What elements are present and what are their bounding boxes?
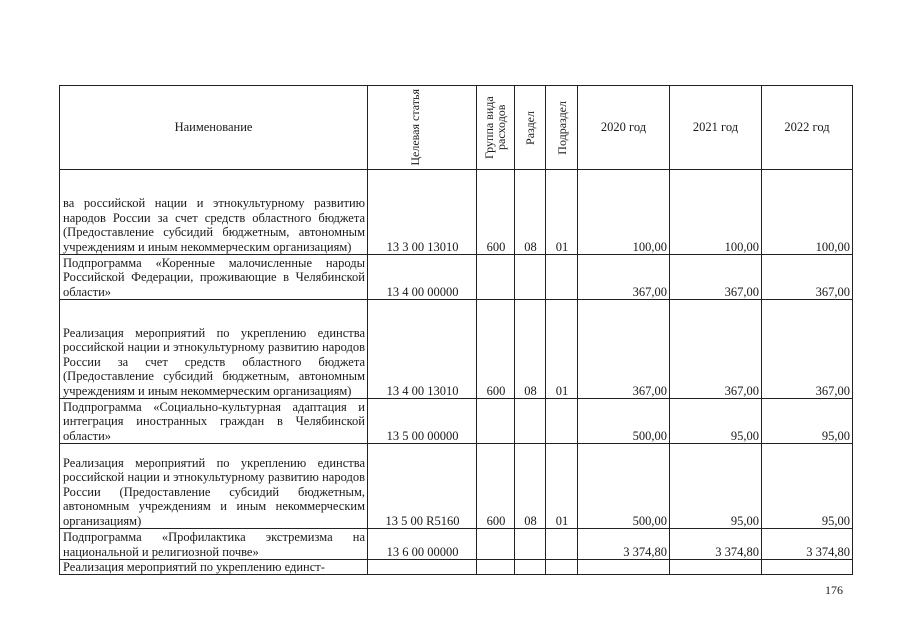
row-section bbox=[515, 560, 546, 575]
table-row bbox=[60, 399, 853, 444]
row-value-2021: 367,00 bbox=[670, 300, 762, 399]
table-row bbox=[60, 560, 853, 575]
row-value-2020: 100,00 bbox=[578, 170, 670, 255]
row-value-2021: 367,00 bbox=[670, 255, 762, 300]
col-header-2022: 2022 год bbox=[762, 86, 853, 170]
row-expense-group bbox=[477, 529, 515, 560]
row-value-2020: 367,00 bbox=[578, 255, 670, 300]
row-name: ва российской нации и этнокультурному развитию народов России за счет средств областного бюджета (Предоставление субсидий бюджетным, автономным учреждениям и иным некоммерческим организациям) bbox=[60, 170, 368, 255]
table-row bbox=[60, 529, 853, 560]
row-subsection bbox=[546, 399, 578, 444]
row-section: 08 bbox=[515, 444, 546, 529]
row-name: Подпрограмма «Социально-культурная адаптация и интеграция иностранных граждан в Челябинской области» bbox=[60, 399, 368, 444]
row-expense-group: 600 bbox=[477, 444, 515, 529]
row-value-2022: 95,00 bbox=[762, 444, 853, 529]
row-value-2022 bbox=[762, 560, 853, 575]
row-target-article: 13 5 00 00000 bbox=[368, 399, 477, 444]
row-expense-group bbox=[477, 560, 515, 575]
row-value-2020: 367,00 bbox=[578, 300, 670, 399]
row-subsection: 01 bbox=[546, 444, 578, 529]
col-header-target-article: Целевая статья bbox=[368, 86, 477, 170]
row-expense-group: 600 bbox=[477, 300, 515, 399]
col-header-2020: 2020 год bbox=[578, 86, 670, 170]
table-row bbox=[60, 300, 853, 399]
col-header-subsection: Подраздел bbox=[546, 86, 578, 170]
row-value-2022: 367,00 bbox=[762, 300, 853, 399]
row-value-2021: 100,00 bbox=[670, 170, 762, 255]
row-expense-group bbox=[477, 399, 515, 444]
table-row bbox=[60, 444, 853, 529]
row-target-article: 13 4 00 13010 bbox=[368, 300, 477, 399]
row-value-2020: 500,00 bbox=[578, 399, 670, 444]
row-name: Подпрограмма «Профилактика экстремизма на национальной и религиозной почве» bbox=[60, 529, 368, 560]
row-subsection: 01 bbox=[546, 170, 578, 255]
row-value-2021: 3 374,80 bbox=[670, 529, 762, 560]
row-value-2021: 95,00 bbox=[670, 399, 762, 444]
col-header-2021: 2021 год bbox=[670, 86, 762, 170]
row-subsection bbox=[546, 560, 578, 575]
row-subsection bbox=[546, 255, 578, 300]
row-subsection bbox=[546, 529, 578, 560]
table-row bbox=[60, 255, 853, 300]
col-header-name: Наименование bbox=[60, 86, 368, 170]
row-target-article bbox=[368, 560, 477, 575]
row-section bbox=[515, 529, 546, 560]
row-target-article: 13 4 00 00000 bbox=[368, 255, 477, 300]
col-header-expense-group: Группа вида расходов bbox=[477, 86, 515, 170]
row-value-2022: 367,00 bbox=[762, 255, 853, 300]
budget-table bbox=[59, 85, 853, 575]
row-section: 08 bbox=[515, 300, 546, 399]
row-value-2020 bbox=[578, 560, 670, 575]
row-value-2022: 95,00 bbox=[762, 399, 853, 444]
row-section: 08 bbox=[515, 170, 546, 255]
row-name: Подпрограмма «Коренные малочисленные народы Российской Федерации, проживающие в Челябинской области» bbox=[60, 255, 368, 300]
row-target-article: 13 3 00 13010 bbox=[368, 170, 477, 255]
row-value-2020: 500,00 bbox=[578, 444, 670, 529]
row-expense-group: 600 bbox=[477, 170, 515, 255]
row-value-2022: 3 374,80 bbox=[762, 529, 853, 560]
row-name: Реализация мероприятий по укреплению единст- bbox=[60, 560, 368, 575]
row-name: Реализация мероприятий по укреплению единства российской нации и этнокультурному развитию народов России за счет средств областного бюджета (Предоставление субсидий бюджетным, автономным учреждениям и иным некоммерческим организациям) bbox=[60, 300, 368, 399]
table-body bbox=[60, 170, 853, 575]
row-subsection: 01 bbox=[546, 300, 578, 399]
row-target-article: 13 6 00 00000 bbox=[368, 529, 477, 560]
row-section bbox=[515, 399, 546, 444]
table-header bbox=[60, 86, 853, 170]
row-value-2021 bbox=[670, 560, 762, 575]
table-row bbox=[60, 170, 853, 255]
row-target-article: 13 5 00 R5160 bbox=[368, 444, 477, 529]
page-number: 176 bbox=[825, 583, 843, 597]
row-expense-group bbox=[477, 255, 515, 300]
row-value-2020: 3 374,80 bbox=[578, 529, 670, 560]
col-header-section: Раздел bbox=[515, 86, 546, 170]
row-value-2022: 100,00 bbox=[762, 170, 853, 255]
row-name: Реализация мероприятий по укреплению единства российской нации и этнокультурному развитию народов России (Предоставление субсидий бюджетным, автономным учреждениям и иным некоммерческим организациям) bbox=[60, 444, 368, 529]
row-value-2021: 95,00 bbox=[670, 444, 762, 529]
row-section bbox=[515, 255, 546, 300]
